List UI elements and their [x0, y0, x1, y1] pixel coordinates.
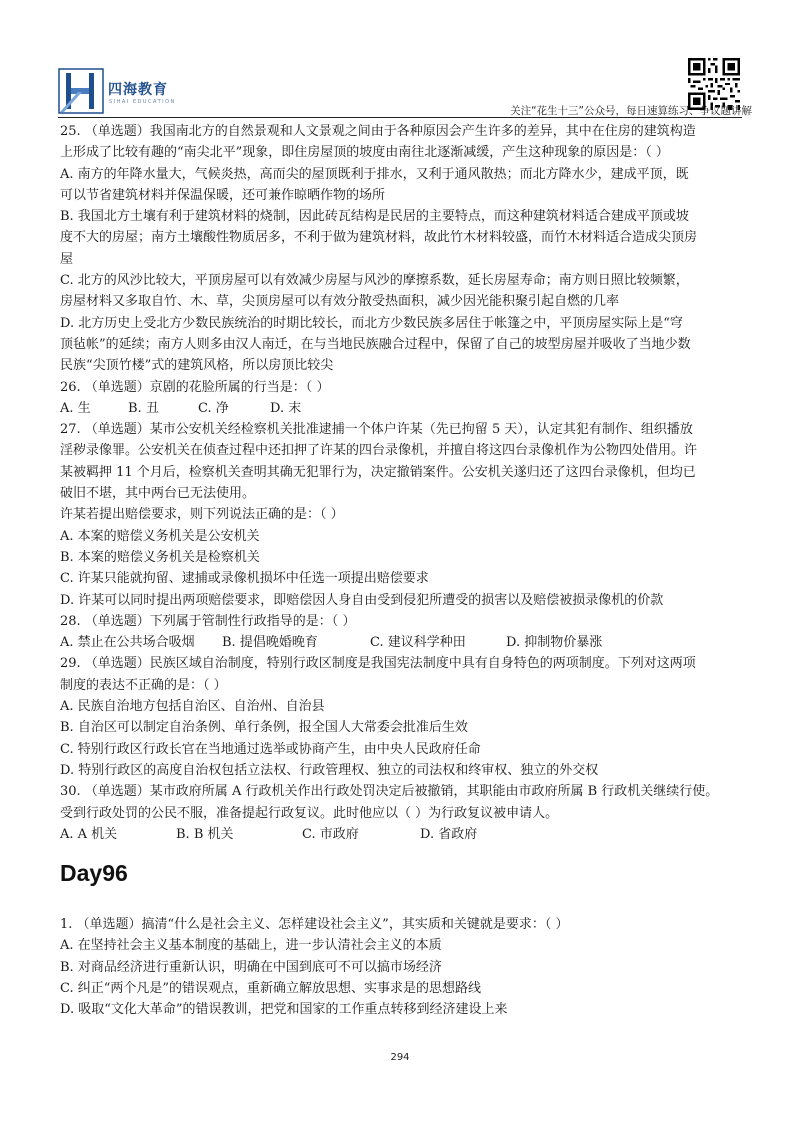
logo-text: 四海教育	[108, 82, 168, 98]
question-stem: 26. （单选题）京剧的花脸所属的行当是：（ ）	[60, 379, 330, 395]
question-stem: 制度的表达不正确的是：（ ）	[60, 677, 227, 693]
option-b: B. 自治区可以制定自治条例、单行条例，报全国人大常委会批准后生效	[60, 720, 468, 736]
question-stem: 27. （单选题）某市公安机关经检察机关批准逮捕一个体户许某（先已拘留 5 天），认定其犯有制作、组织播放	[60, 422, 693, 438]
option-b: B. 我国北方土壤有利于建筑材料的烧制，因此砖瓦结构是民居的主要特点，而这种建筑材料适合建成平顶或坡	[60, 209, 689, 225]
question-stem: 许某若提出赔偿要求，则下列说法正确的是：（ ）	[60, 507, 344, 523]
question-30	[60, 781, 748, 845]
option-a: A. 在坚持社会主义基本制度的基础上，进一步认清社会主义的本质	[60, 938, 442, 954]
option-c: C. 净	[198, 400, 229, 416]
option-d: D. 吸取“文化大革命”的错误教训，把党和国家的工作重点转移到经济建设上来	[60, 1002, 508, 1018]
option-c: C. 北方的风沙比较大，平顶房屋可以有效减少房屋与风沙的摩擦系数，延长房屋寿命；南方则日照比较频繁，	[60, 273, 689, 289]
question-list	[60, 121, 748, 845]
question-stem: 某被羁押 11 个月后，检察机关查明其确无犯罪行为，决定撤销案件。公安机关遂归还了这四台录像机，但均已	[60, 464, 696, 480]
section-title: Day96	[60, 860, 128, 886]
question-29	[60, 653, 748, 781]
option-b: B. 本案的赔偿义务机关是检察机关	[60, 549, 260, 565]
option-d: 民族“尖顶竹楼”式的建筑风格，所以房顶比较尖	[60, 358, 334, 374]
option-a: A. A 机关	[60, 826, 118, 842]
option-d: D. 特别行政区的高度自治权包括立法权、行政管理权、独立的司法权和终审权、独立的外交权	[60, 762, 599, 778]
page-header	[0, 0, 800, 118]
header-tagline: 关注“花生十三”公众号，每日速算练习、争议题讲解	[510, 105, 752, 117]
option-a: A. 本案的赔偿义务机关是公安机关	[60, 528, 260, 544]
option-a: A. 生	[60, 400, 91, 416]
option-row	[60, 632, 748, 653]
question-stem: 淫秽录像罪。公安机关在侦查过程中还扣押了许某的四台录像机，并擅自将这四台录像机作为公物四处借用。许	[60, 443, 698, 459]
question-25	[60, 121, 748, 377]
question-stem: 29. （单选题）民族区域自治制度，特别行政区制度是我国宪法制度中具有自身特色的两项制度。下列对这两项	[60, 656, 696, 672]
question-stem: 1. （单选题）搞清“什么是社会主义、怎样建设社会主义”，其实质和关键就是要求：（ ）	[60, 917, 569, 932]
option-a: 可以节省建筑材料并保温保暖，还可兼作晾晒作物的场所	[60, 187, 386, 203]
option-c: C. 市政府	[302, 826, 359, 842]
option-b: B. 丑	[128, 400, 159, 416]
option-d: D. 抑制物价暴涨	[506, 635, 603, 651]
option-d: D. 许某可以同时提出两项赔偿要求，即赔偿因人身自由受到侵犯所遭受的损害以及赔偿被损录像机的价款	[60, 592, 664, 608]
option-b: B. 提倡晚婚晚育	[222, 635, 318, 651]
option-c: C. 特别行政区行政长官在当地通过选举或协商产生，由中央人民政府任命	[60, 741, 481, 757]
option-c: 房屋材料又多取自竹、木、草，尖顶房屋可以有效分散受热面积，减少因光能积聚引起自燃的几率	[60, 294, 620, 310]
option-a: A. 南方的年降水量大，气候炎热，高而尖的屋顶既利于排水，又利于通风散热；而北方降水少，建成平顶，既	[60, 166, 689, 182]
option-b: 屋	[60, 251, 74, 267]
question-stem: 上形成了比较有趣的“南尖北平”现象，即住房屋顶的坡度由南往北逐渐减缓，产生这种现象的原因是：（ ）	[60, 145, 669, 161]
option-c: C. 建议科学种田	[370, 635, 466, 651]
question-stem: 28. （单选题）下列属于管制性行政指导的是：（ ）	[60, 613, 356, 629]
option-b: B. 对商品经济进行重新认识，明确在中国到底可不可以搞市场经济	[60, 959, 442, 975]
page-number: 294	[390, 1052, 410, 1063]
header-divider	[58, 117, 742, 118]
question-stem: 25. （单选题）我国南北方的自然景观和人文景观之间由于各种原因会产生许多的差异，其中在住房的建筑构造	[60, 124, 696, 139]
option-c: C. 纠正“两个凡是”的错误观点，重新确立解放思想、实事求是的思想路线	[60, 980, 482, 996]
question-27	[60, 419, 748, 611]
day96-question-1	[60, 914, 748, 1020]
option-row	[60, 824, 748, 845]
option-c: C. 许某只能就拘留、逮捕或录像机损坏中任选一项提出赔偿要求	[60, 571, 429, 587]
sihai-logo-icon	[58, 68, 104, 114]
option-b: B. B 机关	[176, 826, 234, 842]
question-list	[60, 914, 748, 1020]
question-stem: 30. （单选题）某市政府所属 A 行政机关作出行政处罚决定后被撤销，其职能由市政府所属 B 行政机关继续行使。	[60, 784, 719, 800]
logo	[58, 68, 188, 116]
option-d: D. 末	[270, 400, 302, 416]
option-d: D. 省政府	[420, 826, 478, 842]
question-stem: 破旧不堪，其中两台已无法使用。	[60, 486, 256, 502]
question-stem: 受到行政处罚的公民不服，准备提起行政复议。此时他应以（ ）为行政复议被申请人。	[60, 805, 559, 821]
option-b: 度不大的房屋；南方土壤酸性物质居多，不利于做为建筑材料，故此竹木材料较盛，而竹木材料适合造成尖顶房	[60, 230, 698, 246]
question-28	[60, 611, 748, 654]
option-a: A. 民族自治地方包括自治区、自治州、自治县	[60, 699, 325, 715]
logo-subtitle: SIHAI EDUCATION	[109, 99, 176, 105]
option-row	[60, 398, 748, 419]
option-d: 顶毡帐”的延续；南方人则多由汉人南迁，在与当地民族融合过程中，保留了自己的坡型房屋并吸收了当地少数	[60, 336, 691, 352]
question-26	[60, 377, 748, 420]
option-a: A. 禁止在公共场合吸烟	[60, 635, 195, 651]
option-d: D. 北方历史上受北方少数民族统治的时期比较长，而北方少数民族多居住于帐篷之中，平顶房屋实际上是“穹	[60, 315, 683, 331]
